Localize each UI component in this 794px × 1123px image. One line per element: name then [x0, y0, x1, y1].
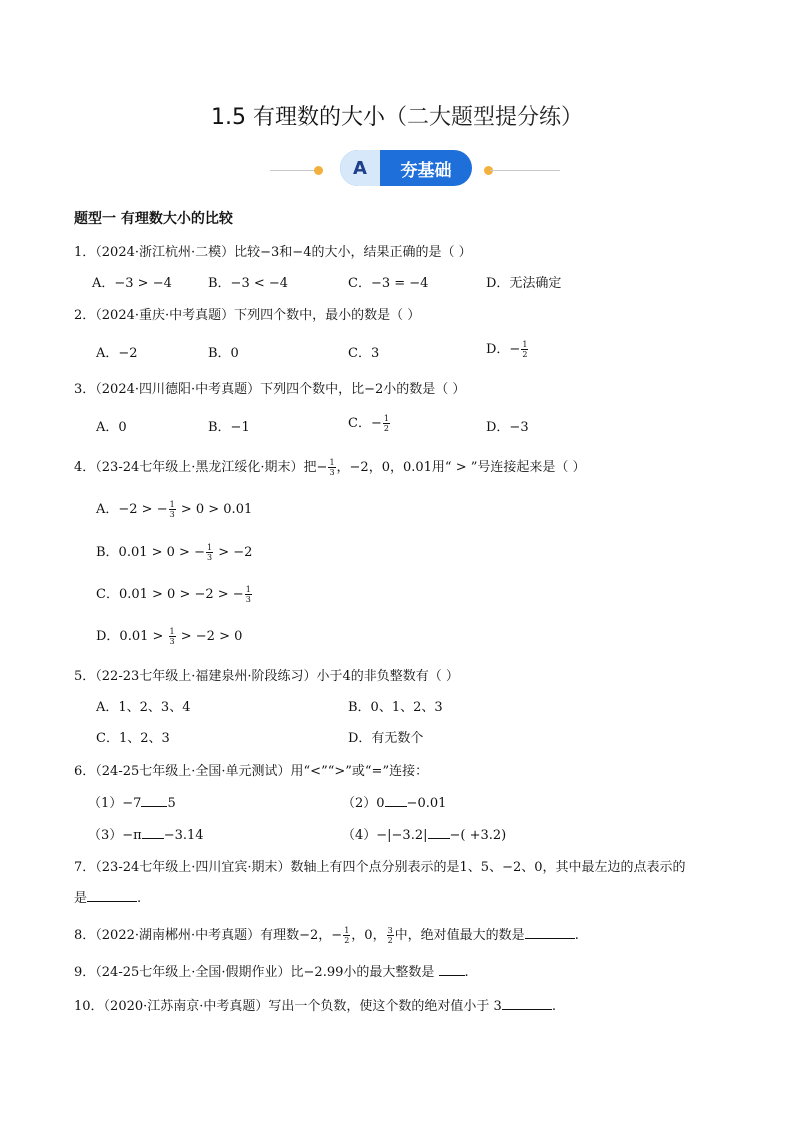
- answer-blank[interactable]: [141, 794, 167, 807]
- question-text: 有理数−2，−: [260, 928, 343, 943]
- question-7-continued: [74, 887, 141, 906]
- question-2: [74, 304, 420, 323]
- question-source: （2022·湖南郴州·中考真题）: [95, 928, 261, 943]
- question-end: .: [137, 891, 142, 906]
- q6-part-1: [88, 792, 176, 811]
- fraction-denominator: 3: [169, 510, 175, 519]
- question-text: 中，绝对值最大的数是: [394, 928, 525, 943]
- question-text: 写出一个负数，使这个数的绝对值小于 3: [268, 999, 502, 1014]
- fraction-numerator: 1: [206, 543, 213, 552]
- fraction-denominator: 3: [206, 553, 213, 562]
- level-letter: A: [340, 150, 380, 186]
- level-banner: [270, 150, 560, 186]
- fraction: [521, 340, 528, 359]
- question-6: [74, 760, 428, 779]
- q5-option-d: D．有无数个: [348, 731, 424, 746]
- option-text: > −2: [214, 545, 253, 560]
- question-10: [74, 995, 556, 1014]
- question-source: （23-24七年级上·四川宜宾·期末）: [95, 860, 291, 875]
- part-text: 5: [167, 796, 176, 811]
- q4-option-d: [96, 625, 242, 646]
- question-end: .: [551, 999, 556, 1014]
- q4-option-a: [96, 498, 252, 519]
- question-number: 10．: [74, 999, 104, 1014]
- fraction-numerator: 1: [344, 926, 350, 935]
- fraction: [206, 543, 213, 562]
- answer-blank[interactable]: [502, 997, 552, 1010]
- q3-option-c: [348, 412, 391, 433]
- fraction: [343, 926, 350, 945]
- fraction: [245, 585, 252, 604]
- question-5: [74, 665, 459, 684]
- question-7: [74, 856, 686, 875]
- question-number: 1．: [74, 245, 96, 260]
- fraction-denominator: 3: [245, 595, 251, 604]
- q1-option-d: D．无法确定: [486, 276, 562, 291]
- question-text: 用“<”“>”或“=”连接：: [290, 764, 429, 779]
- part-text: （3）−π: [88, 828, 142, 843]
- option-text: B．0.01 > 0 > −: [96, 545, 205, 560]
- fraction-denominator: 2: [344, 936, 350, 945]
- q3-option-d: D．−3: [486, 420, 529, 435]
- fraction: [387, 926, 394, 945]
- q3-option-b: B．−1: [208, 420, 250, 435]
- question-1: [74, 241, 472, 260]
- question-3: [74, 378, 465, 397]
- q2-option-c: C．3: [348, 346, 380, 361]
- part-text: −0.01: [406, 796, 447, 811]
- answer-blank[interactable]: [439, 963, 465, 976]
- option-prefix: C．−: [348, 416, 382, 431]
- question-9: [74, 961, 469, 980]
- banner-dot-left: [314, 166, 323, 175]
- option-text: A．−2 > −: [96, 502, 168, 517]
- part-text: （1）−7: [88, 796, 142, 811]
- question-text: 把−: [303, 460, 328, 475]
- question-text: 下列四个数中，比−2小的数是（ ）: [260, 382, 466, 397]
- q5-option-b: B．0、1、2、3: [348, 700, 443, 715]
- title-subtitle: （二大题型提分练）: [384, 105, 583, 130]
- banner-line-right: [490, 170, 560, 171]
- q6-part-3: [88, 824, 204, 843]
- fraction-denominator: 3: [169, 637, 175, 646]
- fraction-denominator: 3: [329, 468, 335, 477]
- q1-option-c: C．−3 = −4: [348, 276, 429, 291]
- fraction-numerator: 1: [169, 500, 175, 509]
- fraction-denominator: 2: [387, 936, 393, 945]
- fraction: [169, 500, 176, 519]
- q4-option-b: [96, 541, 252, 562]
- question-end: .: [574, 928, 579, 943]
- fraction: [169, 627, 176, 646]
- level-badge: [340, 150, 472, 186]
- question-8: [74, 924, 579, 945]
- question-number: 8．: [74, 928, 96, 943]
- question-number: 9．: [74, 965, 96, 980]
- fraction-denominator: 2: [383, 424, 389, 433]
- fraction-numerator: 3: [387, 926, 393, 935]
- question-source: （23-24七年级上·黑龙江绥化·期末）: [95, 460, 304, 475]
- question-number: 4．: [74, 460, 96, 475]
- answer-blank[interactable]: [142, 826, 164, 839]
- question-text: 比较−3和−4的大小，结果正确的是（ ）: [234, 245, 472, 260]
- question-text: 数轴上有四个点分别表示的是1、5、−2、0，其中最左边的点表示的: [290, 860, 686, 875]
- option-prefix: D．−: [486, 342, 521, 357]
- part-text: （2）0: [342, 796, 385, 811]
- option-text: > 0 > 0.01: [176, 502, 253, 517]
- q2-option-a: A．−2: [96, 346, 138, 361]
- part-text: −( +3.2): [449, 828, 507, 843]
- answer-blank[interactable]: [525, 926, 575, 939]
- fraction-numerator: 1: [522, 340, 528, 349]
- question-text: 小于4的非负整数有（ ）: [316, 669, 459, 684]
- question-source: （22-23七年级上·福建泉州·阶段练习）: [95, 669, 317, 684]
- question-number: 6．: [74, 764, 96, 779]
- question-source: （2020·江苏南京·中考真题）: [103, 999, 269, 1014]
- fraction: [383, 414, 390, 433]
- answer-blank[interactable]: [87, 889, 137, 902]
- question-text: 下列四个数中，最小的数是（ ）: [234, 308, 421, 323]
- answer-blank[interactable]: [385, 794, 407, 807]
- question-number: 3．: [74, 382, 96, 397]
- question-4: [74, 456, 586, 477]
- q5-option-a: A．1、2、3、4: [96, 700, 191, 715]
- question-number: 7．: [74, 860, 96, 875]
- question-text: 是: [74, 891, 88, 906]
- q2-option-b: B．0: [208, 346, 239, 361]
- q6-part-4: [342, 824, 506, 843]
- q5-option-c: C．1、2、3: [96, 731, 170, 746]
- fraction-numerator: 1: [329, 458, 335, 467]
- q1-option-b: B．−3 < −4: [208, 276, 289, 291]
- page-title: [0, 100, 794, 131]
- q1-option-a: A．−3 > −4: [92, 276, 172, 291]
- q6-part-2: [342, 792, 446, 811]
- question-number: 2．: [74, 308, 96, 323]
- question-source: （2024·四川德阳·中考真题）: [95, 382, 261, 397]
- answer-blank[interactable]: [428, 826, 450, 839]
- question-end: .: [464, 965, 469, 980]
- level-label: 夯基础: [400, 160, 452, 181]
- title-main: 1.5 有理数的大小: [211, 105, 385, 130]
- fraction-numerator: 1: [169, 627, 175, 636]
- question-source: （2024·浙江杭州·二模）: [95, 245, 235, 260]
- banner-line-left: [270, 170, 318, 171]
- question-source: （24-25七年级上·全国·单元测试）: [95, 764, 291, 779]
- q2-option-d: [486, 338, 529, 359]
- question-number: 5．: [74, 669, 96, 684]
- question-source: （24-25七年级上·全国·假期作业）: [95, 965, 291, 980]
- part-text: −3.14: [163, 828, 204, 843]
- question-text: 比−2.99小的最大整数是: [290, 965, 439, 980]
- q3-option-a: A．0: [96, 420, 127, 435]
- option-text: D．0.01 >: [96, 629, 168, 644]
- option-text: > −2 > 0: [176, 629, 243, 644]
- fraction-numerator: 1: [383, 414, 389, 423]
- q4-option-c: [96, 583, 253, 604]
- fraction-numerator: 1: [245, 585, 251, 594]
- part-text: （4）−|−3.2|: [342, 828, 428, 843]
- question-text: ，−2，0，0.01用“ > ”号连接起来是（ ）: [336, 460, 586, 475]
- option-text: C．0.01 > 0 > −2 > −: [96, 587, 244, 602]
- question-source: （2024·重庆·中考真题）: [95, 308, 235, 323]
- section-heading: 题型一 有理数大小的比较: [74, 211, 233, 227]
- question-text: ，0，: [351, 928, 386, 943]
- fraction-denominator: 2: [522, 350, 528, 359]
- fraction: [328, 458, 335, 477]
